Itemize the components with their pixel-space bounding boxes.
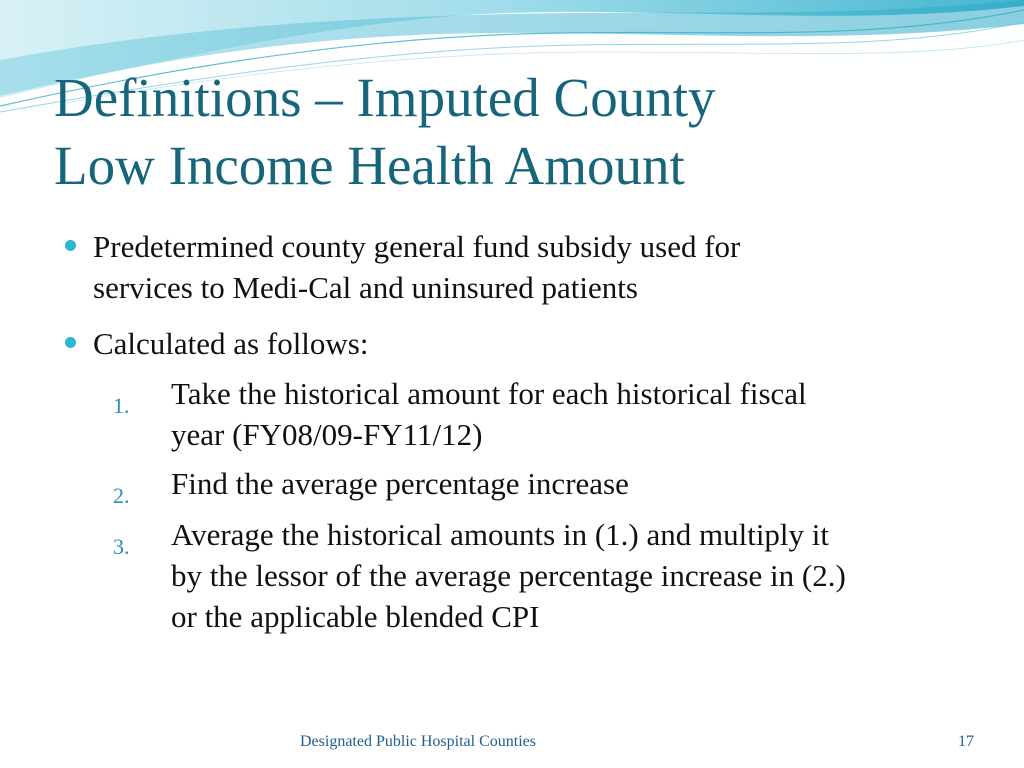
- step-number: 2.: [113, 483, 130, 508]
- step-number: 1.: [113, 393, 130, 418]
- page-number: 17: [958, 733, 974, 750]
- title-line-2: Low Income Health Amount: [54, 135, 685, 196]
- step-text-line: Find the average percentage increase: [171, 466, 629, 501]
- numbered-step: [113, 463, 971, 508]
- step-text-line: Take the historical amount for each historical fiscal: [171, 376, 807, 411]
- bullet-text-line: Predetermined county general fund subsidy used for: [93, 229, 741, 264]
- footer-text: Designated Public Hospital Counties: [300, 733, 536, 750]
- step-text-line: year (FY08/09-FY11/12): [171, 417, 483, 452]
- bullet-dot-icon: [65, 337, 76, 348]
- step-text-line: by the lessor of the average percentage increase in (2.): [171, 558, 846, 593]
- bullet-item: [93, 323, 973, 364]
- numbered-step: [113, 514, 971, 637]
- bullet-text-line: Calculated as follows:: [93, 326, 369, 361]
- step-text-line: or the applicable blended CPI: [171, 599, 540, 634]
- bullet-item: [93, 226, 973, 308]
- numbered-step: [113, 373, 971, 455]
- slide-title: [54, 64, 994, 200]
- bullet-text-line: services to Medi-Cal and uninsured patients: [93, 270, 638, 305]
- step-number: 3.: [113, 534, 130, 559]
- step-text-line: Average the historical amounts in (1.) and multiply it: [171, 517, 830, 552]
- bullet-dot-icon: [65, 240, 76, 251]
- title-line-1: Definitions – Imputed County: [54, 67, 716, 128]
